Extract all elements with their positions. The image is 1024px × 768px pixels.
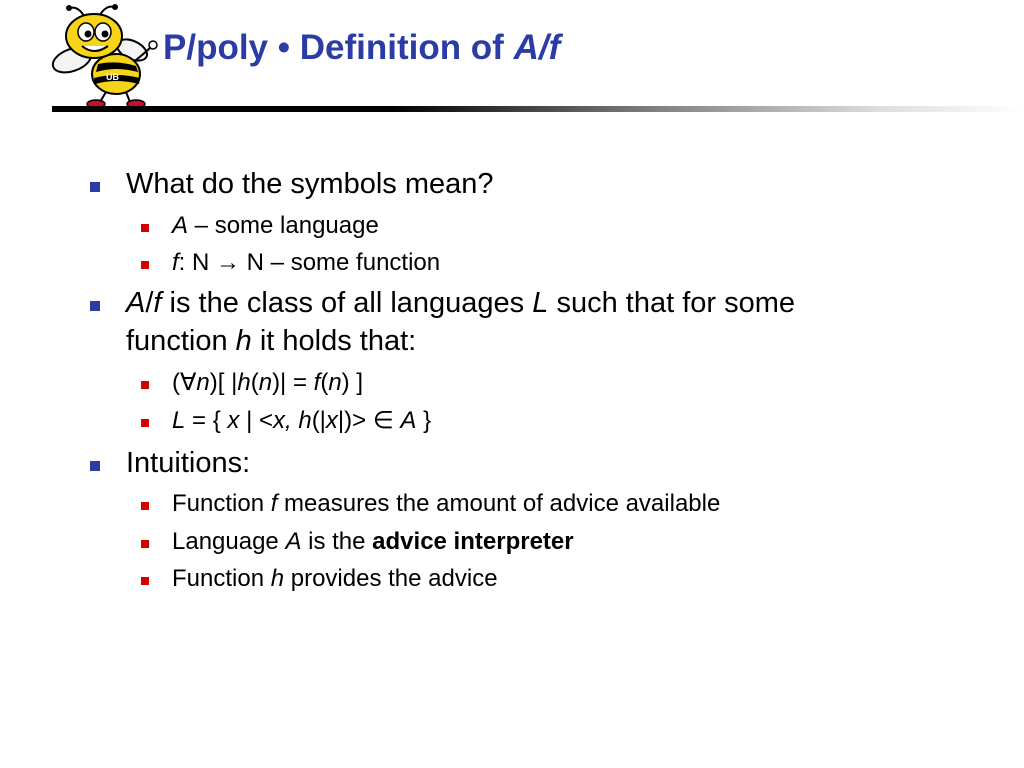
sub-bullet-text	[172, 406, 431, 436]
italic-symbol: x	[227, 407, 240, 434]
bullet-marker-icon	[90, 301, 100, 311]
text-run: is the class of all languages	[161, 287, 533, 319]
text-run: | <	[239, 407, 273, 434]
sub-bullet-marker-icon	[141, 261, 149, 269]
text-run: : N → N – some function	[178, 249, 441, 276]
sub-bullet-marker-icon	[141, 577, 149, 585]
sub-bullet-marker-icon	[141, 419, 149, 427]
italic-symbol: f	[313, 369, 321, 396]
bullet-marker-icon	[90, 461, 100, 471]
text-run: )| =	[272, 369, 314, 396]
italic-symbol: L	[172, 407, 186, 434]
text-run: – some language	[188, 212, 379, 239]
italic-symbol: f	[153, 287, 162, 319]
bullet-marker-icon	[90, 182, 100, 192]
text-run: (∀	[172, 369, 197, 396]
text-run: /	[145, 287, 154, 319]
text-run: }	[416, 407, 432, 434]
sub-bullet-marker-icon	[141, 502, 149, 510]
italic-symbol: A	[126, 287, 146, 319]
bullet-text: Intuitions:	[126, 447, 251, 479]
italic-symbol: x	[325, 407, 338, 434]
sub-bullet-marker-icon	[141, 540, 149, 548]
text-run: ) ]	[341, 369, 363, 396]
italic-symbol: f	[172, 249, 179, 276]
sub-bullet-text	[172, 527, 574, 557]
sub-bullet-text	[172, 564, 498, 594]
text-run: )[ |	[209, 369, 238, 396]
italic-symbol: A	[172, 212, 189, 239]
text-run: it holds that:	[251, 325, 417, 357]
text-run: = {	[185, 407, 228, 434]
bullet-text-line-2	[126, 323, 416, 360]
text-run: |)> ∈	[337, 407, 401, 434]
sub-bullet-text	[172, 368, 363, 398]
title-italic-text: A/f	[513, 28, 561, 67]
italic-symbol: n	[328, 369, 342, 396]
sub-bullet-text	[172, 489, 720, 519]
text-run: measures the amount of advice available	[277, 490, 721, 517]
text-run: (	[250, 369, 259, 396]
text-run: Language	[172, 528, 286, 555]
title-text: P/poly • Definition of	[163, 28, 514, 67]
svg-text:UB: UB	[106, 72, 119, 82]
bullet-text: What do the symbols mean?	[126, 168, 494, 200]
italic-symbol: A	[285, 528, 302, 555]
italic-symbol: h	[235, 325, 252, 357]
italic-symbol: n	[196, 369, 210, 396]
bullet-text-line-1	[126, 285, 795, 322]
text-run: is the	[301, 528, 373, 555]
sub-bullet-marker-icon	[141, 224, 149, 232]
text-run: provides the advice	[284, 565, 498, 592]
italic-symbol: f	[270, 490, 278, 517]
italic-symbol: A	[400, 407, 417, 434]
text-run: Function	[172, 490, 271, 517]
text-run: function	[126, 325, 236, 357]
text-run: Function	[172, 565, 271, 592]
text-run: such that for some	[548, 287, 796, 319]
italic-symbol: L	[532, 287, 549, 319]
italic-symbol: h	[237, 369, 251, 396]
italic-symbol: h	[270, 565, 285, 592]
sub-bullet-text	[172, 211, 379, 241]
italic-symbol: x, h	[273, 407, 312, 434]
text-run: (|	[311, 407, 326, 434]
text-run: (	[320, 369, 329, 396]
sub-bullet-text	[172, 248, 440, 278]
sub-bullet-marker-icon	[141, 381, 149, 389]
bold-emphasis: advice interpreter	[372, 528, 574, 555]
italic-symbol: n	[258, 369, 273, 396]
